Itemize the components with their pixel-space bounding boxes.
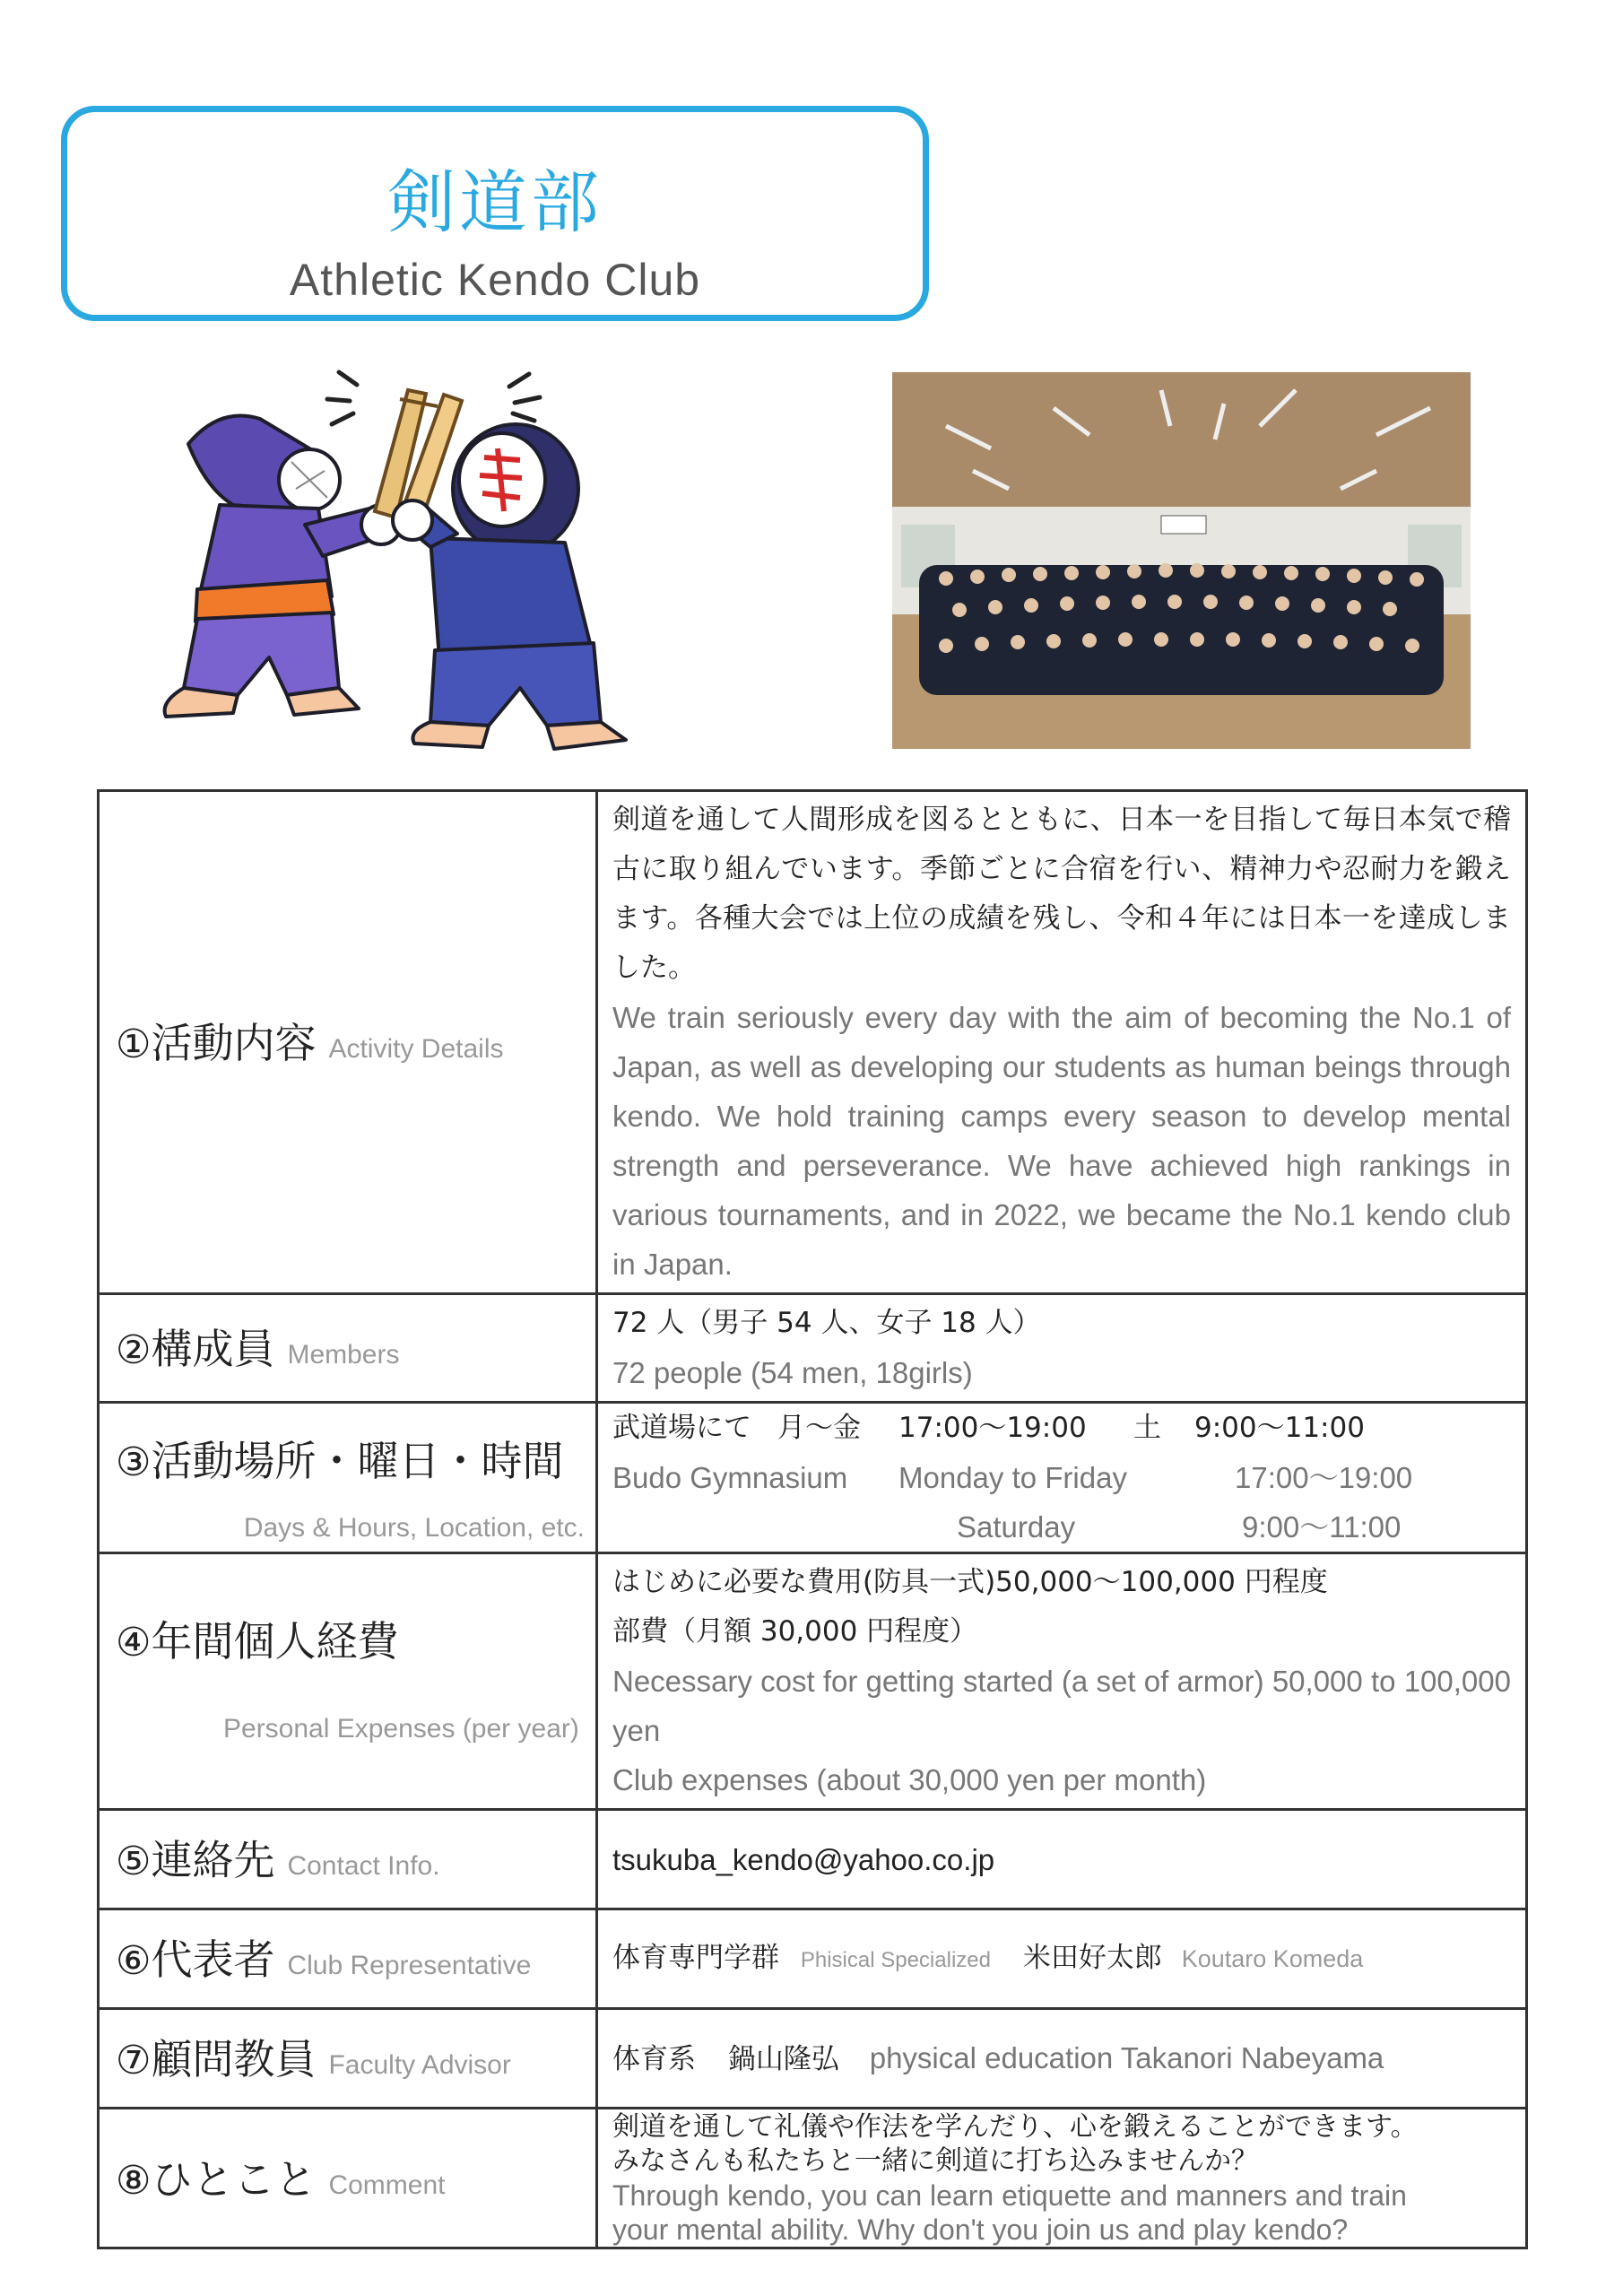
schedule-days-en: Monday to Friday (898, 1461, 1127, 1494)
members-text-jp: 72 人（男子 54 人、女子 18 人） (612, 1307, 1041, 1339)
table-row-schedule (99, 1403, 1527, 1553)
table-row-comment (99, 2109, 1527, 2248)
club-title-jp: 剣道部 (387, 162, 603, 242)
schedule-block (598, 1404, 1525, 1552)
comment-text-en2: your mental ability. Why don't you join us and play kendo? (612, 2213, 1349, 2246)
table-row-expenses (99, 1553, 1527, 1810)
kendo-illustration (135, 354, 744, 785)
table-row-contact (99, 1810, 1527, 1909)
table-row-members (99, 1294, 1527, 1403)
contact-email[interactable]: tsukuba_kendo@yahoo.co.jp (612, 1842, 995, 1876)
expenses-label: ④年間個人経費 (116, 1617, 399, 1665)
schedule-place-en: Budo Gymnasium (612, 1461, 848, 1494)
schedule-days-jp: 月～金 (777, 1412, 861, 1444)
members-label: ②構成員 Members (116, 1325, 400, 1373)
expenses-text-jp2: 部費（月額 30,000 円程度） (612, 1615, 978, 1648)
schedule-sat-en: Saturday (957, 1510, 1076, 1544)
schedule-time2-en: 9:00～11:00 (1242, 1510, 1402, 1544)
activity-label: ①活動内容 Activity Details (116, 1019, 504, 1067)
schedule-time1-en: 17:00～19:00 (1235, 1461, 1413, 1494)
members-text-en: 72 people (54 men, 18girls) (612, 1356, 973, 1389)
representative-info: 体育専門学群 Phisical Specialized 米田好太郎 Koutaro Komeda (612, 1941, 1364, 1974)
schedule-sat-jp: 土 (1133, 1412, 1161, 1444)
table-row-activity (99, 791, 1527, 1294)
expenses-text-en2: Club expenses (about 30,000 yen per month) (612, 1763, 1207, 1796)
schedule-time1-jp: 17:00～19:00 (898, 1412, 1087, 1444)
representative-label: ⑥代表者 Club Representative (116, 1935, 532, 1984)
comment-label: ⑧ひとこと Comment (116, 2154, 446, 2204)
contact-label: ⑤連絡先 Contact Info. (116, 1836, 440, 1884)
title-box (61, 106, 929, 321)
team-photo (892, 372, 1471, 749)
expenses-label-en: Personal Expenses (per year) (223, 1714, 579, 1744)
comment-text-jp2: みなさんも私たちと一緒に剣道に打ち込みませんか？ (612, 2144, 1258, 2177)
expenses-text-jp1: はじめに必要な費用(防具一式)50,000～100,000 円程度 (612, 1566, 1328, 1598)
advisor-info: 体育系 鍋山隆弘 physical education Takanori Nabeyama (612, 2040, 1384, 2075)
table-row-representative (99, 1909, 1527, 2009)
advisor-label: ⑦顧問教員 Faculty Advisor (116, 2035, 511, 2083)
schedule-time2-jp: 9:00～11:00 (1194, 1412, 1365, 1444)
schedule-label: ③活動場所・曜日・時間 (116, 1437, 564, 1485)
info-table (97, 789, 1528, 2249)
expenses-text-en1: Necessary cost for getting started (a set of armor) 50,000 to 100,000 yen (612, 1665, 1511, 1747)
schedule-label-en: Days & Hours, Location, etc. (243, 1513, 585, 1543)
schedule-place-jp: 武道場にて (612, 1412, 751, 1444)
club-title-en: Athletic Kendo Club (289, 255, 701, 305)
comment-text-en1: Through kendo, you can learn etiquette and manners and train (612, 2179, 1407, 2212)
activity-text-en: We train seriously every day with the aim of becoming the No.1 of Japan, as well as developing our students as human beings through kendo. We hold training camps every season to develop mental strength and perseverance. We have achieved high rankings in various tournaments, and in 2022, we became the No.1 kendo club in Japan. (612, 1001, 1511, 1281)
comment-text-jp1: 剣道を通して礼儀や作法を学んだり、心を鍛えることができます。 (612, 2110, 1418, 2143)
table-row-advisor (99, 2009, 1527, 2109)
activity-text-jp: 剣道を通して人間形成を図るとともに、日本一を目指して毎日本気で稽古に取り組んでいます。季節ごとに合宿を行い、精神力や忍耐力を鍛えます。各種大会では上位の成績を残し、令和４年には日本一を達成しました。 (612, 804, 1511, 984)
